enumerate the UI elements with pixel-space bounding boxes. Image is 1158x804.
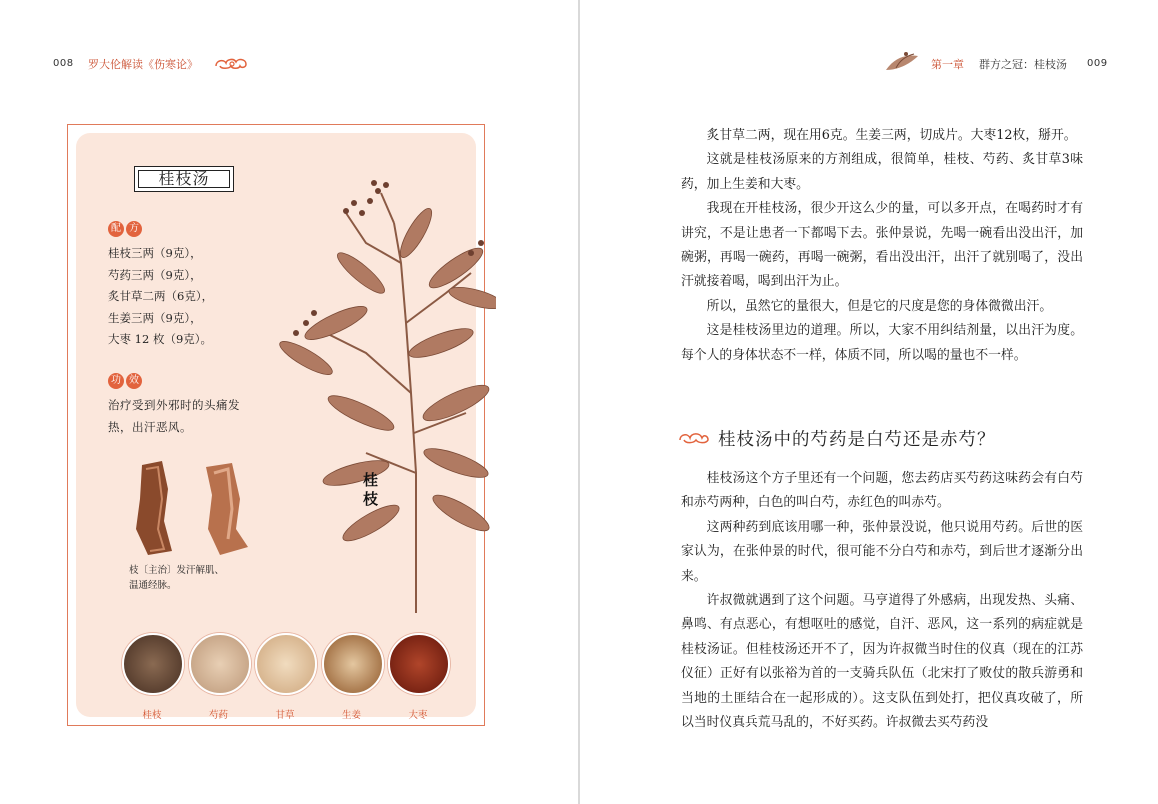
herb-photo [122, 633, 184, 695]
paragraph: 桂枝汤这个方子里还有一个问题，您去药店买芍药这味药会有白芍和赤芍两种，白色的叫白芍，赤红色的叫赤芍。 [681, 471, 1083, 511]
formula-list [108, 243, 213, 351]
paragraph: 这两种药到底该用哪一种，张仲景没说，他只说用芍药。后世的医家认为，在张仲景的时代，很可能不分白芍和赤芍，到后世才逐渐分出来。 [681, 519, 1083, 584]
herb-photo-row [122, 633, 448, 721]
cinnamon-bark-illustration [128, 459, 258, 559]
cloud-ornament-icon [214, 55, 250, 71]
paragraph: 我现在开桂枝汤，很少开这么少的量，可以多开点，在喝药时才有讲究，不是让患者一下都喝下去。张仲景说，先喝一碗看出没出汗，加碗粥，再喝一碗药，再喝一碗粥，看出没出汗，出汗了就别喝了，没出汗就接着喝，喝到出汗为止。 [681, 201, 1083, 290]
formula-item: 大枣 12 枚（9克）。 [108, 332, 213, 346]
caption-line: 温通经脉。 [129, 580, 177, 591]
body-text-top [681, 124, 1083, 368]
paragraph: 许叔微就遇到了这个问题。马亨道得了外感病，出现发热、头痛、鼻鸣、有点恶心，有想呕吐的感觉，自汗、恶风，这一系列的病症就是桂枝汤证。但桂枝汤还开不了，因为许叔微当时住的仪真（现在的江苏仪征）正好有以张裕为首的一支骑兵队伍（北宋打了败仗的散兵游勇和当地的土匪结合在一起形成的）。这支队伍到处打，把仪真攻破了，所以当时仪真兵荒马乱的，不好买药。许叔微去买芍药没 [681, 593, 1083, 731]
efficacy-tag-char: 功 [108, 373, 124, 389]
formula-item: 芍药三两（9克）， [108, 267, 202, 282]
heading-cloud-icon [678, 430, 710, 446]
herb-photo [255, 633, 317, 695]
efficacy-tag-char: 效 [126, 373, 142, 389]
leaf-ornament-icon [884, 50, 920, 74]
left-page-number: 008 [53, 58, 74, 69]
running-head: 罗大伦解读《伤寒论》 [88, 58, 198, 71]
herb-photo [322, 633, 384, 695]
chapter-label: 第一章 [931, 58, 964, 71]
right-page [580, 0, 1158, 804]
formula-item: 生姜三两（9克）， [108, 310, 202, 325]
herb-label: 生姜 [341, 710, 361, 721]
herb-label: 桂枝 [142, 710, 162, 721]
left-page [0, 0, 578, 804]
formula-panel [67, 124, 485, 726]
herb-item [189, 633, 249, 721]
herb-label: 芍药 [208, 710, 228, 721]
herb-item [388, 633, 448, 721]
right-page-number: 009 [1087, 58, 1108, 69]
paragraph: 这就是桂枝汤原来的方剂组成，很简单，桂枝、芍药、炙甘草3味药，加上生姜和大枣。 [681, 152, 1083, 192]
efficacy-text: 治疗受到外邪时的头痛发热，出汗恶风。 [108, 398, 240, 434]
bark-caption [129, 563, 224, 593]
caption-line: 枝〔主治〕发汗解肌、 [129, 565, 225, 576]
formula-item: 桂枝三两（9克）， [108, 246, 202, 260]
paragraph: 炙甘草二两，现在用6克。生姜三两，切成片。大枣12枚，掰开。 [706, 128, 1077, 143]
herb-item [122, 633, 182, 721]
plant-label-char: 桂 [363, 471, 379, 489]
section-heading: 桂枝汤中的芍药是白芍还是赤芍？ [718, 430, 996, 450]
herb-label: 甘草 [275, 710, 295, 721]
body-text-bottom [681, 467, 1083, 735]
plant-label-char: 枝 [363, 490, 379, 508]
herb-photo [388, 633, 450, 695]
paragraph: 这是桂枝汤里边的道理。所以，大家不用纠结剂量，以出汗为度。每个人的身体状态不一样，体质不同，所以喝的量也不一样。 [681, 323, 1083, 363]
formula-tag-char: 配 [108, 221, 124, 237]
herb-photo [189, 633, 251, 695]
formula-item: 炙甘草二两（6克）， [108, 289, 214, 303]
paragraph: 所以，虽然它的量很大，但是它的尺度是您的身体微微出汗。 [706, 298, 1053, 314]
herb-label: 大枣 [408, 710, 428, 721]
formula-tag-char: 方 [126, 221, 142, 237]
chapter-title: 群方之冠：桂枝汤 [979, 58, 1067, 71]
panel-title: 桂枝汤 [134, 166, 234, 192]
formula-tag [108, 221, 142, 237]
efficacy-tag [108, 373, 142, 389]
plant-label [363, 471, 378, 509]
cinnamon-plant-illustration [266, 173, 496, 613]
herb-item [255, 633, 315, 721]
herb-item [322, 633, 382, 721]
